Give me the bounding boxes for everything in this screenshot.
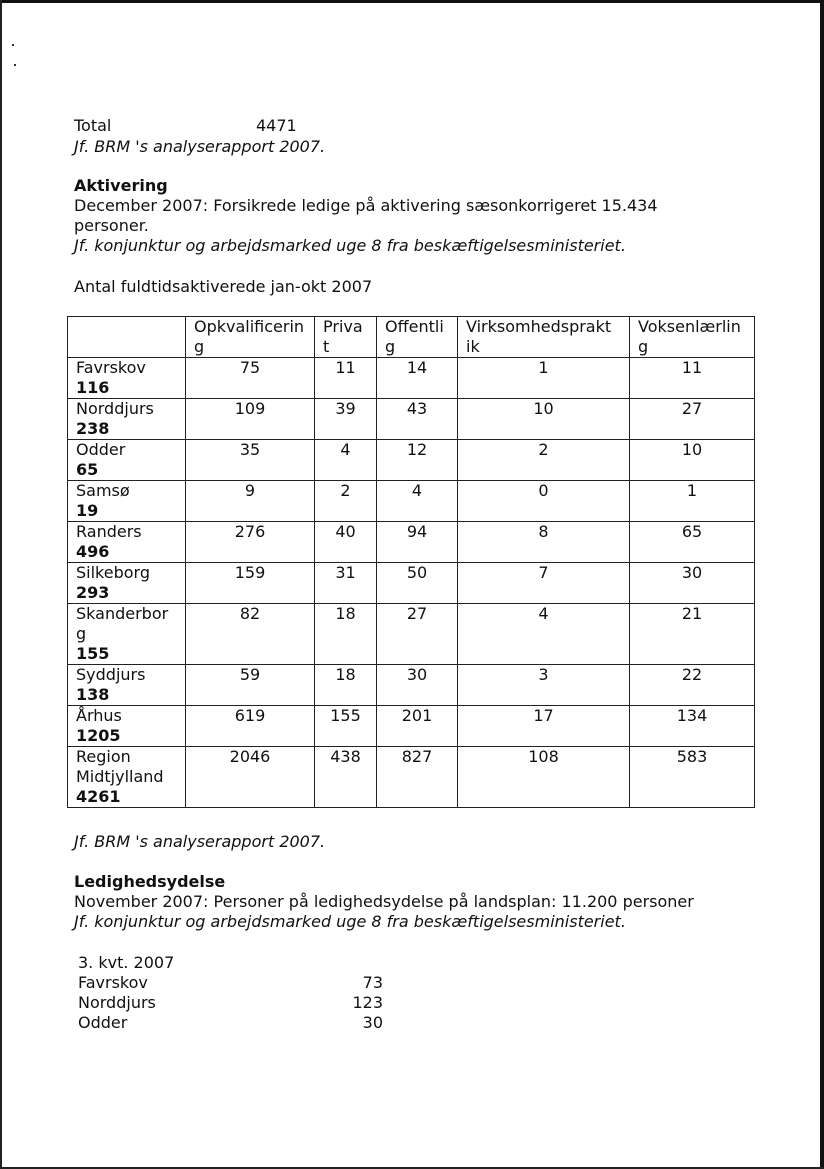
value-cell: 159 [186, 563, 315, 604]
value-cell: 11 [315, 358, 377, 399]
municipality-cell: Samsø 19 [68, 481, 186, 522]
value-cell: 134 [630, 706, 755, 747]
value-cell: 2 [458, 440, 630, 481]
table-caption: Antal fuldtidsaktiverede jan-okt 2007 [74, 277, 373, 296]
column-header: Voksenlærlin g [630, 317, 755, 358]
value-cell: 7 [458, 563, 630, 604]
table-row [68, 706, 755, 747]
table-row [68, 481, 755, 522]
value-cell: 583 [630, 747, 755, 808]
table-row [68, 665, 755, 706]
municipality-total: 138 [76, 685, 110, 704]
column-header: Virksomhedsprakt ik [458, 317, 630, 358]
value-cell: 438 [315, 747, 377, 808]
value-cell: 27 [630, 399, 755, 440]
value-cell: 59 [186, 665, 315, 706]
value-cell: 82 [186, 604, 315, 665]
aktivering-line-1: December 2007: Forsikrede ledige på aktivering sæsonkorrigeret 15.434 [74, 196, 658, 215]
list-item-value: 123 [352, 993, 383, 1012]
municipality-total: 65 [76, 460, 99, 479]
list-item-name: Odder [78, 1013, 128, 1032]
value-cell: 619 [186, 706, 315, 747]
scan-border-right [820, 0, 824, 1169]
ledighedsydelse-heading: Ledighedsydelse [74, 872, 226, 891]
value-cell: 3 [458, 665, 630, 706]
value-cell: 10 [458, 399, 630, 440]
value-cell: 39 [315, 399, 377, 440]
list-item-name: Norddjurs [78, 993, 156, 1012]
municipality-cell: Århus 1205 [68, 706, 186, 747]
value-cell: 94 [377, 522, 458, 563]
value-cell: 43 [377, 399, 458, 440]
column-header: Priva t [315, 317, 377, 358]
table-row [68, 747, 755, 808]
value-cell: 10 [630, 440, 755, 481]
column-header: Offentli g [377, 317, 458, 358]
list-item-value: 30 [362, 1013, 383, 1032]
municipality-total: 155 [76, 644, 110, 663]
value-cell: 30 [377, 665, 458, 706]
ledighedsydelse-source: Jf. konjunktur og arbejdsmarked uge 8 fra beskæftigelsesministeriet. [74, 912, 626, 931]
ledighedsydelse-line-1: November 2007: Personer på ledighedsydelse på landsplan: 11.200 personer [74, 892, 694, 911]
total-label: Total [74, 116, 112, 135]
value-cell: 1 [630, 481, 755, 522]
table-row [68, 440, 755, 481]
value-cell: 4 [315, 440, 377, 481]
value-cell: 1 [458, 358, 630, 399]
list-item [78, 973, 383, 993]
aktivering-line-2: personer. [74, 216, 149, 235]
value-cell: 9 [186, 481, 315, 522]
value-cell: 40 [315, 522, 377, 563]
list-item [78, 1013, 383, 1033]
value-cell: 276 [186, 522, 315, 563]
value-cell: 27 [377, 604, 458, 665]
aktivering-source: Jf. konjunktur og arbejdsmarked uge 8 fra beskæftigelsesministeriet. [74, 236, 626, 255]
municipality-cell: Syddjurs 138 [68, 665, 186, 706]
source-note-2: Jf. BRM 's analyserapport 2007. [74, 832, 326, 851]
municipality-cell: Region Midtjylland 4261 [68, 747, 186, 808]
list-item [78, 993, 383, 1013]
value-cell: 22 [630, 665, 755, 706]
activation-table [67, 316, 755, 808]
aktivering-heading: Aktivering [74, 176, 168, 195]
value-cell: 18 [315, 665, 377, 706]
period-label: 3. kvt. 2007 [78, 953, 175, 972]
municipality-cell: Silkeborg 293 [68, 563, 186, 604]
total-value: 4471 [256, 116, 297, 135]
table-row [68, 358, 755, 399]
value-cell: 14 [377, 358, 458, 399]
municipality-cell: Favrskov 116 [68, 358, 186, 399]
value-cell: 109 [186, 399, 315, 440]
value-cell: 65 [630, 522, 755, 563]
value-cell: 108 [458, 747, 630, 808]
value-cell: 50 [377, 563, 458, 604]
source-note-1: Jf. BRM 's analyserapport 2007. [74, 137, 326, 156]
municipality-cell: Randers 496 [68, 522, 186, 563]
value-cell: 30 [630, 563, 755, 604]
value-cell: 17 [458, 706, 630, 747]
municipality-cell: Skanderbor g 155 [68, 604, 186, 665]
value-cell: 827 [377, 747, 458, 808]
municipality-cell: Norddjurs 238 [68, 399, 186, 440]
municipality-total: 293 [76, 583, 110, 602]
scan-border-left [0, 0, 2, 1169]
municipality-total: 496 [76, 542, 110, 561]
value-cell: 4 [377, 481, 458, 522]
list-item-value: 73 [362, 973, 383, 992]
column-header: Opkvalificerin g [186, 317, 315, 358]
table-row [68, 604, 755, 665]
value-cell: 201 [377, 706, 458, 747]
table-row [68, 399, 755, 440]
scan-speck [14, 64, 16, 66]
municipality-total: 19 [76, 501, 99, 520]
column-header [68, 317, 186, 358]
municipality-cell: Odder 65 [68, 440, 186, 481]
municipality-total: 238 [76, 419, 110, 438]
value-cell: 0 [458, 481, 630, 522]
value-cell: 75 [186, 358, 315, 399]
list-item-name: Favrskov [78, 973, 148, 992]
table-row [68, 522, 755, 563]
value-cell: 8 [458, 522, 630, 563]
value-cell: 2046 [186, 747, 315, 808]
municipality-total: 116 [76, 378, 110, 397]
municipality-total: 4261 [76, 787, 121, 806]
municipality-total: 1205 [76, 726, 121, 745]
value-cell: 31 [315, 563, 377, 604]
table-row [68, 563, 755, 604]
value-cell: 35 [186, 440, 315, 481]
value-cell: 4 [458, 604, 630, 665]
scan-border-top [0, 0, 824, 3]
table-header-row [68, 317, 755, 358]
value-cell: 21 [630, 604, 755, 665]
value-cell: 11 [630, 358, 755, 399]
value-cell: 2 [315, 481, 377, 522]
value-cell: 155 [315, 706, 377, 747]
value-cell: 18 [315, 604, 377, 665]
scan-speck [12, 44, 14, 46]
value-cell: 12 [377, 440, 458, 481]
